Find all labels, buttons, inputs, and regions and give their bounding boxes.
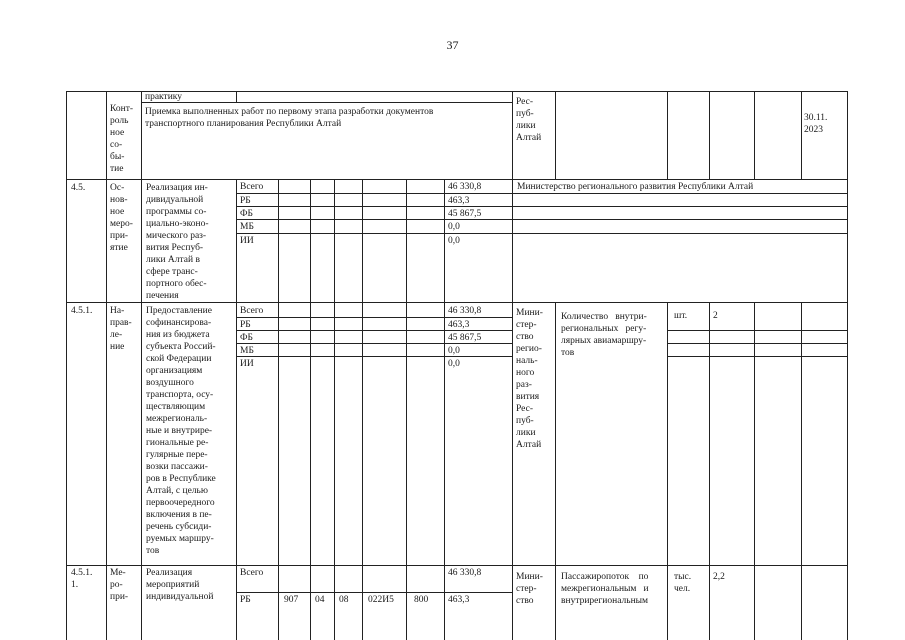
amount-value: 46 330,8 xyxy=(448,306,482,316)
row-org: Министерство регионального развития Республики Алтай xyxy=(517,182,754,192)
row-id: 4.5.1. xyxy=(71,306,93,316)
source-label: РБ xyxy=(240,595,251,605)
row-type: Ос- нов- ное меро- при- ятие xyxy=(110,183,133,253)
prev-row-tail: практику xyxy=(145,92,183,102)
row-name: Реализация ин- дивидуальной программы со- циально-эконо- мического раз- вития Респуб- лики Алтай в сфере транс- портного обес- печения xyxy=(146,183,209,301)
indicator-unit: шт. xyxy=(674,311,688,321)
row-date: 30.11. 2023 xyxy=(804,113,828,135)
row-type: Конт- роль ное со- бы- тие xyxy=(110,104,134,174)
source-label: Всего xyxy=(240,306,264,316)
row-org: Мини- стер- ство xyxy=(516,572,543,606)
row-id: 4.5.1. 1. xyxy=(71,568,93,590)
amount-value: 0,0 xyxy=(448,236,460,246)
amount-value: 46 330,8 xyxy=(448,182,482,192)
source-label: ФБ xyxy=(240,333,253,343)
source-label: РБ xyxy=(240,320,251,330)
indicator-text: Количество внутри- региональных регу- лярных авиамаршру- тов xyxy=(561,312,647,358)
row-name: Приемка выполненных работ по первому этапа разработки документов транспортного планирования Республики Алтай xyxy=(145,107,434,129)
code-value: 022И5 xyxy=(368,595,394,605)
amount-value: 0,0 xyxy=(448,346,460,356)
row-org: Рес- пуб- лики Алтай xyxy=(516,97,542,143)
source-label: ИИ xyxy=(240,359,254,369)
amount-value: 46 330,8 xyxy=(448,568,482,578)
indicator-value: 2 xyxy=(713,311,718,321)
amount-value: 45 867,5 xyxy=(448,333,482,343)
amount-value: 0,0 xyxy=(448,222,460,232)
amount-value: 463,3 xyxy=(448,595,470,605)
source-label: МБ xyxy=(240,346,254,356)
indicator-value: 2,2 xyxy=(713,572,725,582)
amount-value: 463,3 xyxy=(448,196,470,206)
code-value: 04 xyxy=(315,595,325,605)
code-value: 800 xyxy=(414,595,429,605)
source-label: Всего xyxy=(240,568,264,578)
indicator-text: Пассажиропоток по межрегиональным и внутрирегиональным xyxy=(561,572,649,606)
source-label: Всего xyxy=(240,182,264,192)
indicator-unit: тыс. чел. xyxy=(674,572,692,594)
code-value: 907 xyxy=(284,595,299,605)
amount-value: 0,0 xyxy=(448,359,460,369)
amount-value: 463,3 xyxy=(448,320,470,330)
source-label: ФБ xyxy=(240,209,253,219)
row-name: Предоставление софинансирова- ния из бюджета субъекта Россий- ской Федерации организациям воздушного транспорта, осу- ществляющим межрегиональ- ные и внутрире- гиональные ре- гулярные пере- возки пассажи- ров в Республике Алтай, с целью первоочередного включения в пе- речень субсиди- руемых маршру- тов xyxy=(146,306,216,556)
source-label: ИИ xyxy=(240,236,254,246)
row-type: Ме- ро- при- xyxy=(110,568,129,602)
row-id: 4.5. xyxy=(71,183,86,193)
row-type: На- прав- ле- ние xyxy=(110,306,132,352)
page-number: 37 xyxy=(446,38,459,52)
source-label: РБ xyxy=(240,196,251,206)
amount-value: 45 867,5 xyxy=(448,209,482,219)
source-label: МБ xyxy=(240,222,254,232)
row-name: Реализация мероприятий индивидуальной xyxy=(146,568,214,602)
row-org: Мини- стер- ство регио- наль- ного раз- вития Рес- пуб- лики Алтай xyxy=(516,308,543,450)
code-value: 08 xyxy=(339,595,349,605)
